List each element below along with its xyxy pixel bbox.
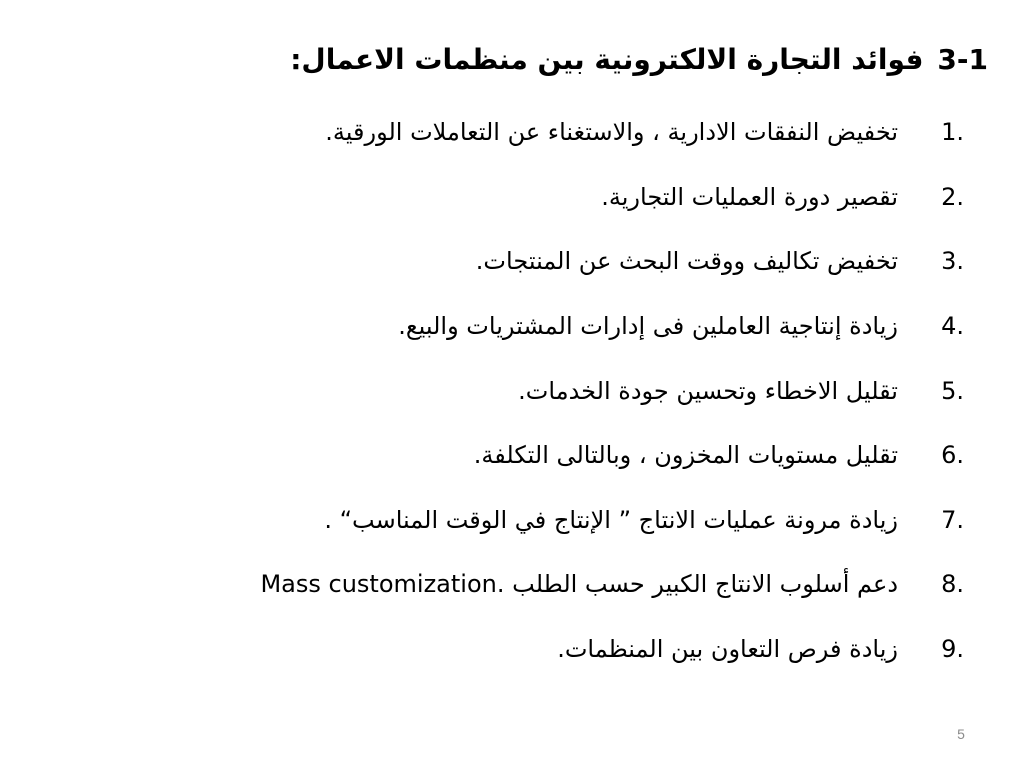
list-item-text: زيادة إنتاجية العاملين فى إدارات المشتريات والبيع.: [398, 312, 898, 341]
list-item-number: 8.: [941, 570, 964, 599]
slide-title: [228, 38, 988, 82]
list-item: [64, 617, 964, 682]
list-item-number: 9.: [941, 635, 964, 664]
list-item: [64, 294, 964, 359]
list-item: [64, 423, 964, 488]
list-item-number: 4.: [941, 312, 964, 341]
list-item-number: 3.: [941, 247, 964, 276]
list-item-text: [252, 570, 920, 598]
list-item: [64, 358, 964, 423]
list-item-text: تخفيض النفقات الادارية ، والاستغناء عن التعاملات الورقية.: [325, 118, 898, 147]
title-number: 3-1: [937, 43, 988, 76]
list-item-text: تقصير دورة العمليات التجارية.: [601, 182, 898, 211]
list-item: [64, 552, 964, 617]
list-item-number: 6.: [941, 441, 964, 470]
list-item: [64, 100, 964, 165]
benefits-list: [64, 100, 964, 681]
list-item-text: تقليل الاخطاء وتحسين جودة الخدمات.: [518, 376, 898, 405]
title-text: فوائد التجارة الالكترونية بين منظمات الاعمال:: [290, 43, 924, 76]
list-item-latin-text: Mass customization.: [260, 570, 505, 599]
list-item: [64, 165, 964, 230]
list-item-text: زيادة مرونة عمليات الانتاج ” الإنتاج في الوقت المناسب“ .: [324, 505, 898, 534]
list-item-number: 2.: [941, 182, 964, 211]
page-number: 5: [957, 726, 965, 742]
list-item-text: زيادة فرص التعاون بين المنظمات.: [557, 635, 898, 664]
list-item-arabic-text: دعم أسلوب الانتاج الكبير حسب الطلب: [512, 570, 898, 599]
list-item-text: تخفيض تكاليف ووقت البحث عن المنتجات.: [475, 247, 898, 276]
list-item: [64, 229, 964, 294]
list-item: [64, 488, 964, 553]
list-item-number: 5.: [941, 376, 964, 405]
list-item-text: تقليل مستويات المخزون ، وبالتالى التكلفة.: [473, 441, 898, 470]
list-item-number: 1.: [941, 118, 964, 147]
list-item-number: 7.: [941, 505, 964, 534]
